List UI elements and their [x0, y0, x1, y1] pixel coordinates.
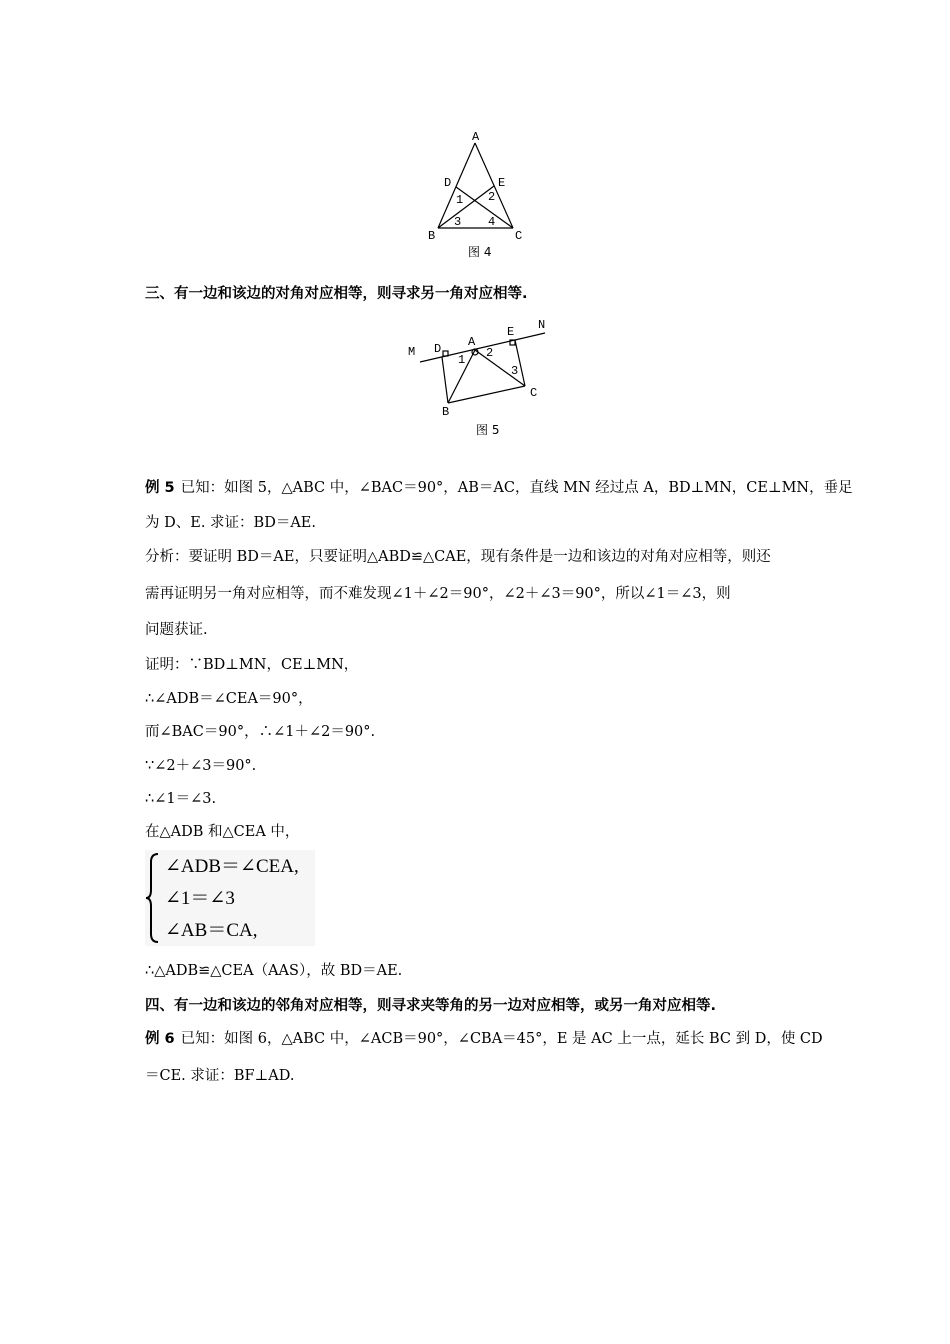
fig5-label-b: B	[442, 405, 450, 419]
example-6-label: 例 6	[145, 1031, 175, 1047]
figure-5	[400, 318, 560, 440]
conclusion-line: ∴△ADB≌△CEA（AAS），故 BD＝AE.	[145, 963, 403, 979]
proof-line-4: ∵∠2＋∠3＝90°.	[145, 758, 257, 774]
fig4-angle-3: 3	[454, 215, 462, 229]
example-6-statement-1: 已知：如图 6，△ABC 中，∠ACB＝90°，∠CBA＝45°，E 是 AC 上一点，延长 BC 到 D，使 CD	[180, 1031, 823, 1047]
fig5-label-d: D	[434, 342, 442, 356]
fig4-label-e: E	[498, 176, 506, 190]
example-6-line-1	[145, 1029, 825, 1049]
analysis-line-2: 需再证明另一角对应相等，而不难发现∠1＋∠2＝90°，∠2＋∠3＝90°，所以∠1＝∠3，则	[145, 586, 731, 602]
equation-1: ∠ADB＝∠CEA,	[165, 856, 299, 877]
equation-2: ∠1＝∠3	[165, 888, 235, 909]
analysis-line-1: 分析：要证明 BD＝AE，只要证明△ABD≌△CAE，现有条件是一边和该边的对角对应相等，则还	[145, 549, 771, 565]
equation-system	[145, 850, 315, 946]
fig4-label-a: A	[472, 130, 480, 144]
figure-5-caption: 图 5	[476, 423, 500, 437]
section-3-heading: 三、有一边和该边的对角对应相等，则寻求另一角对应相等.	[145, 286, 528, 302]
analysis-line-3: 问题获证.	[145, 622, 208, 638]
fig5-label-m: M	[408, 345, 416, 359]
figure-4-caption: 图 4	[468, 245, 492, 259]
proof-line-1: 证明：∵BD⊥MN，CE⊥MN，	[145, 657, 359, 673]
fig5-angle-3: 3	[511, 364, 519, 378]
fig5-label-e: E	[507, 325, 515, 339]
proof-line-3: 而∠BAC＝90°，∴∠1＋∠2＝90°.	[145, 724, 376, 740]
fig5-angle-2: 2	[486, 346, 494, 360]
proof-line-2: ∴∠ADB＝∠CEA＝90°，	[145, 691, 313, 707]
fig5-angle-1: 1	[458, 353, 466, 367]
fig5-label-n: N	[538, 318, 546, 332]
fig4-angle-2: 2	[488, 190, 496, 204]
proof-line-5: ∴∠1＝∠3.	[145, 791, 217, 807]
figure-4-diagram	[420, 128, 540, 263]
fig4-angle-1: 1	[456, 193, 464, 207]
example-6-statement-2: ＝CE. 求证：BF⊥AD.	[145, 1068, 295, 1084]
left-brace-icon	[145, 850, 161, 946]
proof-line-6: 在△ADB 和△CEA 中，	[145, 824, 300, 840]
example-5-label: 例 5	[145, 480, 175, 496]
fig4-label-b: B	[428, 229, 436, 243]
example-5-line-1	[145, 478, 853, 498]
equation-3: ∠AB＝CA,	[165, 920, 258, 941]
fig5-label-c: C	[530, 386, 538, 400]
section-4-heading: 四、有一边和该边的邻角对应相等，则寻求夹等角的另一边对应相等，或另一角对应相等.	[145, 998, 717, 1014]
fig4-label-d: D	[444, 176, 452, 190]
fig5-label-a: A	[468, 335, 476, 349]
figure-5-diagram	[400, 318, 560, 440]
fig4-label-c: C	[515, 229, 523, 243]
example-5-statement-1: 已知：如图 5，△ABC 中，∠BAC＝90°，AB＝AC，直线 MN 经过点 A，BD⊥MN，CE⊥MN，垂足	[180, 480, 853, 496]
figure-4	[420, 128, 540, 263]
example-5-statement-2: 为 D、E. 求证：BD＝AE.	[145, 515, 316, 531]
fig4-angle-4: 4	[488, 215, 496, 229]
